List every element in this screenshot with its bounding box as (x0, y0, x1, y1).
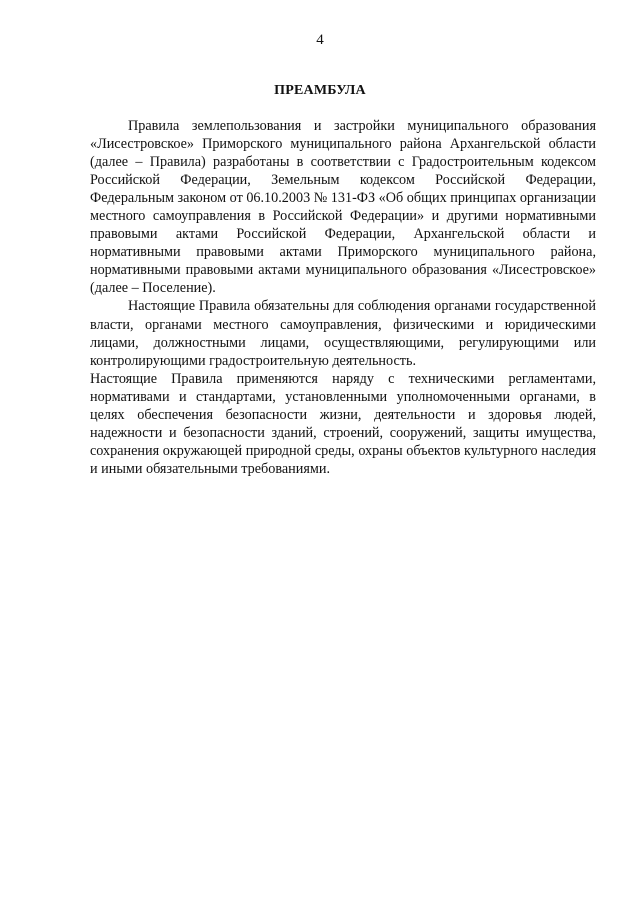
paragraph-3: Настоящие Правила применяются наряду с техническими регламентами, нормативами и стандартами, установленными уполномоченными органами, в целях обеспечения безопасности жизни, деятельности и здоровья людей, надежности и безопасности зданий, строений, сооружений, защиты имущества, сохранения окружающей природной среды, охраны объектов культурного наследия и иными обязательными требованиями. (90, 370, 596, 477)
document-body (90, 117, 596, 478)
section-heading: ПРЕАМБУЛА (274, 83, 366, 98)
paragraph-2: Настоящие Правила обязательны для соблюдения органами государственной власти, органами местного самоуправления, физическими и юридическими лицами, должностными лицами, осуществляющими, регулирующими или контролирующими градостроительную деятельность. (90, 298, 596, 369)
paragraph-1: Правила землепользования и застройки муниципального образования «Лисестровское» Приморского муниципального района Архангельской области (далее – Правила) разработаны в соответствии с Градостроительным кодексом Российской Федерации, Земельным кодексом Российской Федерации, Федеральным законом от 06.10.2003 № 131-ФЗ «Об общих принципах организации местного самоуправления в Российской Федерации» и другими нормативными правовыми актами Российской Федерации, Архангельской области и нормативными правовыми актами Приморского муниципального района, нормативными правовыми актами муниципального образования «Лисестровское» (далее – Поселение). (90, 118, 596, 297)
page-number: 4 (316, 32, 324, 48)
